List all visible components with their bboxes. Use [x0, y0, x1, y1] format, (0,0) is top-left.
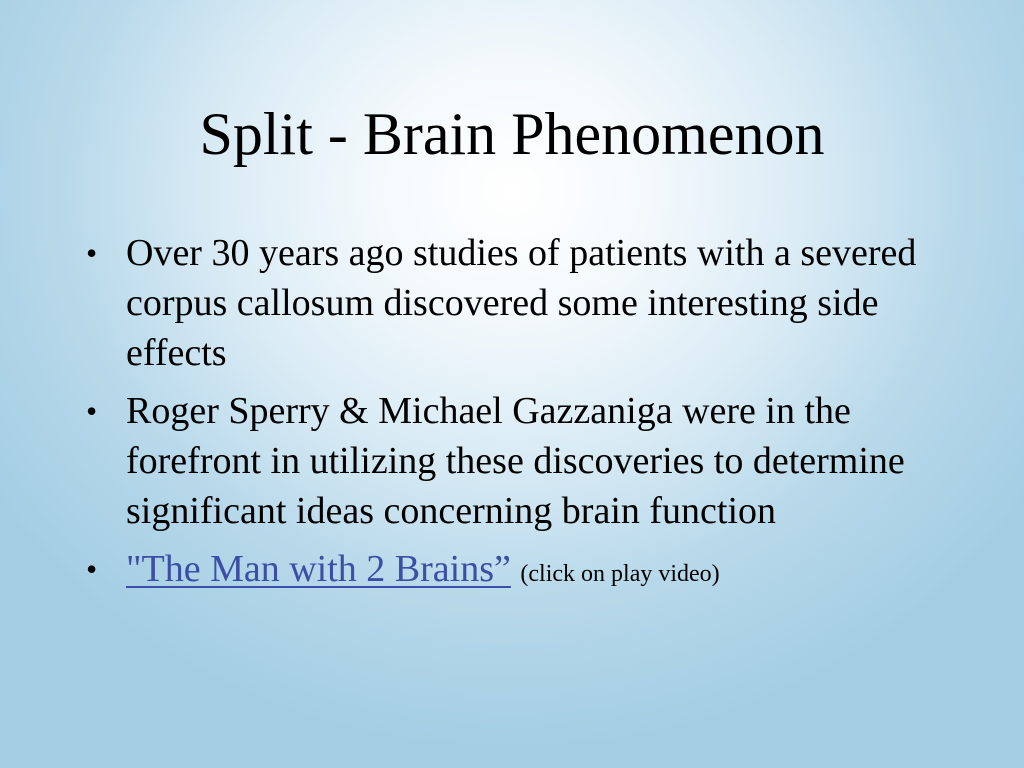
bullet-marker: •	[86, 393, 98, 429]
video-link[interactable]: "The Man with 2 Brains”	[126, 548, 511, 590]
slide-title: Split - Brain Phenomenon	[199, 101, 825, 167]
bullet-item-video	[82, 544, 962, 599]
bullet-list	[82, 228, 962, 607]
bullet-item-sperry-gazzaniga	[82, 386, 962, 536]
video-note: (click on play video)	[520, 561, 720, 587]
bullet-marker: •	[86, 551, 98, 587]
bullet-text: Over 30 years ago studies of patients with a severed corpus callosum discovered some interesting side effects	[126, 232, 917, 374]
bullet-marker: •	[86, 235, 98, 271]
bullet-text: Roger Sperry & Michael Gazzaniga were in the forefront in utilizing these discoveries to determine significant ideas concerning brain function	[126, 390, 905, 532]
bullet-item-corpus-callosum	[82, 228, 962, 378]
